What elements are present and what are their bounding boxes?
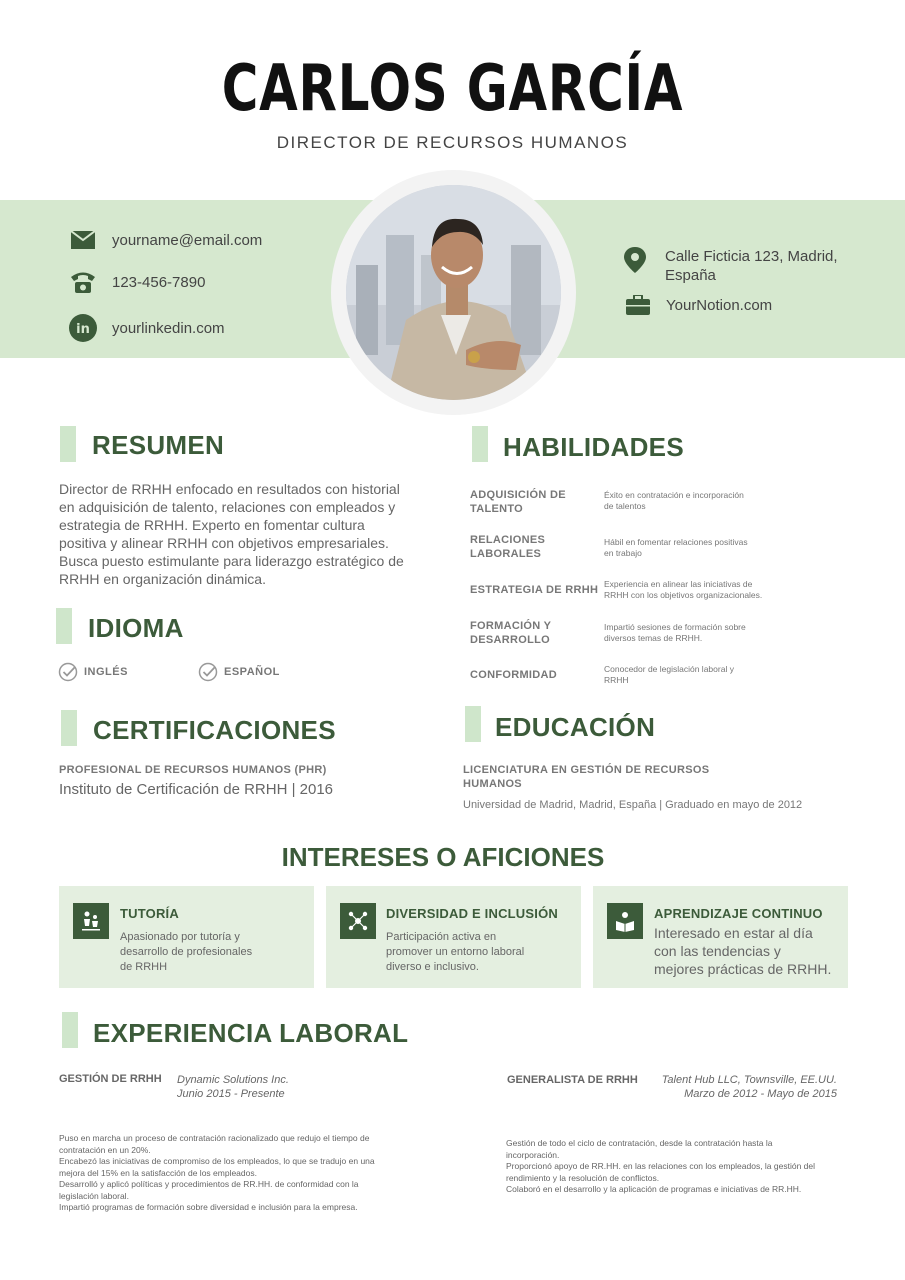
interest-desc-line: con las tendencias y xyxy=(654,943,781,959)
language-title: IDIOMA xyxy=(88,613,184,643)
job-dates: Marzo de 2012 - Mayo de 2015 xyxy=(684,1088,837,1100)
interest-card-diversity xyxy=(326,886,581,988)
briefcase-icon xyxy=(626,295,650,320)
check-circle-icon xyxy=(198,662,218,682)
skill-desc-line: diversos temas de RRHH. xyxy=(604,633,703,643)
interest-desc-line: de RRHH xyxy=(120,961,168,973)
interest-card-mentoring xyxy=(59,886,314,988)
interest-desc-line: mejores prácticas de RRHH. xyxy=(654,961,832,977)
job-desc-line: Proporcionó apoyo de RR.HH. en las relaciones con los empleados, la gestión del xyxy=(506,1161,816,1171)
location-icon xyxy=(622,246,648,279)
language-english xyxy=(58,662,128,682)
certification-name: PROFESIONAL DE RECURSOS HUMANOS (PHR) xyxy=(59,764,327,776)
mail-icon xyxy=(68,225,98,255)
language-title-bar xyxy=(56,608,72,644)
job-title: DIRECTOR DE RECURSOS HUMANOS xyxy=(276,133,629,152)
interest-desc xyxy=(654,924,831,978)
interest-desc-line: promover un entorno laboral xyxy=(386,946,525,958)
profile-photo xyxy=(346,185,561,400)
education-title: EDUCACIÓN xyxy=(495,712,656,742)
address xyxy=(665,247,838,285)
education-details: Universidad de Madrid, Madrid, España | Graduado en mayo de 2012 xyxy=(463,799,803,811)
skill-desc-line: Éxito en contratación e incorporación xyxy=(604,490,744,500)
job-desc-line: Colaboró en el desarrollo y la aplicación de programas e iniciativas de RR.HH. xyxy=(506,1184,802,1194)
skill-item xyxy=(470,619,551,647)
skill-item xyxy=(470,488,566,516)
job-role: GENERALISTA DE RRHH xyxy=(507,1074,638,1086)
interest-title: APRENDIZAJE CONTINUO xyxy=(654,906,823,921)
skill-item xyxy=(470,583,598,597)
job-company-block xyxy=(662,1073,837,1101)
skills-title-bar xyxy=(472,426,488,462)
skill-desc-line: Impartió sesiones de formación sobre xyxy=(604,622,746,632)
skills-title: HABILIDADES xyxy=(503,432,684,462)
skill-desc xyxy=(604,490,744,512)
skill-name-line: LABORALES xyxy=(470,548,542,560)
education-title-bar xyxy=(465,706,481,742)
job-desc-line: Desarrolló y aplicó políticas y procedimientos de RR.HH. de conformidad con la xyxy=(59,1179,359,1189)
job-desc-line: Impartió programas de formación sobre diversidad e inclusión para la empresa. xyxy=(59,1202,358,1212)
skill-desc xyxy=(604,579,762,601)
experience-title-bar xyxy=(62,1012,78,1048)
candidate-name: CARLOS GARCÍA xyxy=(221,52,684,126)
phone-icon xyxy=(68,267,98,297)
interest-desc-line: Participación activa en xyxy=(386,931,497,943)
job-desc-line: legislación laboral. xyxy=(59,1190,129,1201)
skill-name-line: FORMACIÓN Y xyxy=(470,620,552,632)
email-row xyxy=(68,225,262,255)
skill-item xyxy=(470,533,545,561)
phone-row xyxy=(68,267,205,297)
language-label: ESPAÑOL xyxy=(224,666,280,678)
certification-institute: Instituto de Certificación de RRHH | 2016 xyxy=(59,781,334,798)
linkedin-row xyxy=(68,313,225,343)
skill-desc xyxy=(604,537,748,559)
job-desc-line: Encabezó las iniciativas de compromiso de los empleados, lo que se tradujo en una xyxy=(59,1156,375,1166)
skill-name-line: ADQUISICIÓN DE xyxy=(470,489,566,501)
interest-title: TUTORÍA xyxy=(120,906,179,921)
job-desc-line: incorporación. xyxy=(506,1149,560,1160)
job-description xyxy=(506,1138,846,1196)
interest-desc-line: diverso e inclusivo. xyxy=(386,961,479,973)
skill-name-line: DESARROLLO xyxy=(470,634,550,646)
skill-item xyxy=(470,668,557,682)
job-desc-line: Puso en marcha un proceso de contratación racionalizado que redujo el tiempo de xyxy=(59,1133,370,1143)
job-desc-line: rendimiento y la resolución de conflictos. xyxy=(506,1172,660,1183)
skill-desc-line: RRHH con los objetivos organizacionales. xyxy=(604,590,763,600)
skill-desc-line: RRHH xyxy=(604,675,629,685)
experience-title: EXPERIENCIA LABORAL xyxy=(93,1018,409,1048)
email-text[interactable]: yourname@email.com xyxy=(112,231,263,249)
skill-desc-line: Hábil en fomentar relaciones positivas xyxy=(604,537,748,547)
interest-desc-line: Interesado en estar al día xyxy=(654,925,813,941)
address-line-2: España xyxy=(665,267,716,284)
check-circle-icon xyxy=(58,662,78,682)
skill-name-line: RELACIONES xyxy=(470,534,546,546)
interest-title: DIVERSIDAD E INCLUSIÓN xyxy=(386,906,558,921)
degree-line: HUMANOS xyxy=(463,778,522,790)
interest-card-learning xyxy=(593,886,848,988)
interests-title: INTERESES O AFICIONES xyxy=(281,842,605,872)
skill-name-line: TALENTO xyxy=(470,503,524,515)
certifications-title-bar xyxy=(61,710,77,746)
mentoring-icon xyxy=(73,903,109,939)
summary-title: RESUMEN xyxy=(92,430,225,460)
skill-desc-line: en trabajo xyxy=(604,548,642,558)
skill-desc-line: Conocedor de legislación laboral y xyxy=(604,664,734,674)
interest-desc-line: Apasionado por tutoría y xyxy=(120,931,240,943)
phone-text[interactable]: 123-456-7890 xyxy=(112,273,206,291)
interest-desc xyxy=(120,930,252,975)
job-desc-line: contratación en un 20%. xyxy=(59,1144,151,1155)
job-dates: Junio 2015 - Presente xyxy=(177,1088,285,1100)
job-description xyxy=(59,1133,419,1214)
job-desc-line: Gestión de todo el ciclo de contratación, desde la contratación hasta la xyxy=(506,1138,773,1148)
linkedin-icon xyxy=(68,313,98,343)
language-spanish xyxy=(198,662,280,682)
skill-desc xyxy=(604,622,746,644)
skill-name-line: CONFORMIDAD xyxy=(470,669,558,681)
summary-text: Director de RRHH enfocado en resultados con historial en adquisición de talento, relaciones con empleados y estrategia de RRHH. Experto en fomentar cultura positiva y alinear RRHH con objetivos empresariales. Busca puesto estimulante para liderazgo estratégico de RRHH en organización dinámica. xyxy=(59,481,404,587)
interest-desc-line: desarrollo de profesionales xyxy=(120,946,253,958)
job-company-block xyxy=(177,1073,289,1101)
job-company: Dynamic Solutions Inc. xyxy=(177,1074,289,1086)
address-line-1: Calle Ficticia 123, Madrid, xyxy=(665,248,838,265)
network-icon xyxy=(340,903,376,939)
language-label: INGLÉS xyxy=(84,666,128,678)
job-role: GESTIÓN DE RRHH xyxy=(59,1073,162,1085)
certifications-title: CERTIFICACIONES xyxy=(93,715,336,745)
degree-line: LICENCIATURA EN GESTIÓN DE RECURSOS xyxy=(463,764,710,776)
summary-title-bar xyxy=(60,426,76,462)
interest-desc xyxy=(386,930,524,975)
skill-desc-line: de talentos xyxy=(604,501,646,511)
job-company: Talent Hub LLC, Townsville, EE.UU. xyxy=(661,1074,837,1086)
reading-icon xyxy=(607,903,643,939)
skill-name-line: ESTRATEGIA DE RRHH xyxy=(470,584,599,596)
education-degree xyxy=(463,763,709,791)
skill-desc xyxy=(604,664,734,686)
skill-desc-line: Experiencia en alinear las iniciativas de xyxy=(604,579,753,589)
linkedin-text[interactable]: yourlinkedin.com xyxy=(112,319,225,337)
job-desc-line: mejora del 15% en la satisfacción de los empleados. xyxy=(59,1167,257,1178)
svg-text:in: in xyxy=(76,322,90,337)
website-text[interactable]: YourNotion.com xyxy=(666,297,773,314)
